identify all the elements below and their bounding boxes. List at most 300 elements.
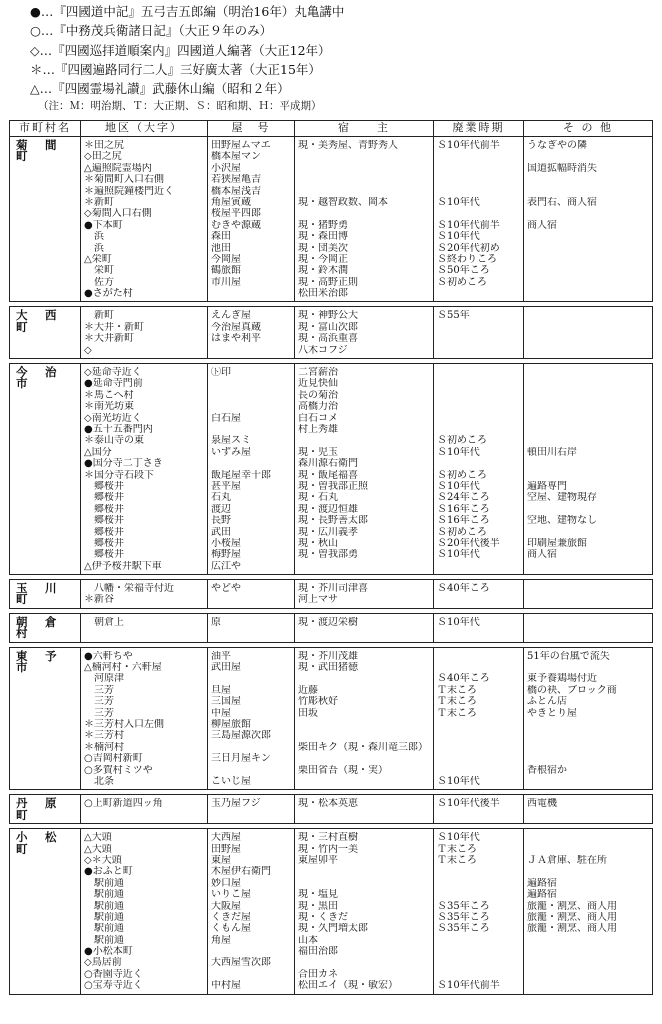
- inn-table: [9, 120, 653, 995]
- inn-name-cell: 田野屋ムマエ: [211, 140, 271, 151]
- closing-period-cell: Ｔ末ころ: [437, 684, 477, 696]
- innkeeper-column: [295, 364, 434, 575]
- header-inn-name: 屋 号: [208, 121, 295, 137]
- closing-period-cell: Ｓ10年代: [437, 549, 480, 561]
- other-cell: [527, 504, 650, 515]
- other-cell: [527, 719, 650, 730]
- closing-period-cell: [437, 957, 521, 968]
- innkeeper-cell: [298, 866, 431, 877]
- other-cell: [527, 277, 650, 288]
- inn-name-cell: [211, 401, 292, 412]
- innkeeper-cell: [298, 878, 431, 889]
- innkeeper-cell: 松田米治郎: [298, 288, 348, 300]
- innkeeper-cell: 森川源右衛門: [298, 458, 358, 470]
- other-cell: 国道拡幅時消失: [527, 162, 597, 174]
- closing-period-cell: [437, 322, 521, 333]
- other-cell: [527, 946, 650, 957]
- district-cell: 駅前通: [84, 900, 124, 912]
- innkeeper-column: [295, 613, 434, 642]
- district-cell: 三芳: [84, 684, 114, 696]
- other-cell: [527, 265, 650, 276]
- inn-name-cell: 木屋伊右衛門: [211, 866, 271, 878]
- closing-period-cell: Ｔ末ころ: [437, 707, 477, 719]
- other-cell: [527, 980, 650, 991]
- inn-name-cell: 妙口屋: [211, 877, 241, 889]
- closing-period-cell: Ｓ10年代: [437, 231, 480, 243]
- closing-period-cell: [437, 742, 521, 753]
- district-cell: △遍照院霊場内: [84, 162, 152, 174]
- district-cell: ○吉岡村新町: [84, 753, 143, 765]
- other-cell: [527, 435, 650, 446]
- innkeeper-cell: 現・芥川司津喜: [298, 583, 368, 595]
- inn-name-cell: 東屋: [211, 854, 231, 866]
- closing-period-cell: [437, 151, 521, 162]
- closing-period-cell: Ｓ初めころ: [437, 526, 487, 538]
- other-cell: [527, 310, 650, 321]
- innkeeper-cell: 合田カネ: [298, 968, 338, 980]
- district-cell: ＊菊間町入口右側: [84, 174, 164, 186]
- closing-period-cell: [437, 413, 521, 424]
- innkeeper-cell: 現・久門増太郎: [298, 923, 368, 935]
- other-cell: 印刷屋兼旅館: [527, 537, 587, 549]
- innkeeper-cell: 竹彫秋好: [298, 696, 338, 708]
- innkeeper-cell: 現・越智政数、岡本: [298, 196, 388, 208]
- other-cell: [527, 470, 650, 481]
- inn-name-cell: 泉屋スミ: [211, 435, 251, 447]
- innkeeper-cell: 現・森田博: [298, 231, 348, 243]
- other-cell: 商人宿: [527, 549, 557, 561]
- inn-name-cell: むきや源蔵: [211, 219, 261, 231]
- inn-name-cell: 甚平屋: [211, 480, 241, 492]
- closing-period-cell: [437, 208, 521, 219]
- other-cell: 空屋、建物現存: [527, 492, 597, 504]
- inn-name-cell: 小桜屋: [211, 537, 241, 549]
- closing-period-cell: [437, 390, 521, 401]
- inn-name-cell: いりこ屋: [211, 889, 251, 901]
- other-cell: [527, 583, 650, 594]
- other-column: [524, 137, 653, 302]
- other-cell: [527, 527, 650, 538]
- closing-period-cell: Ｓ50年ころ: [437, 265, 490, 277]
- inn-name-cell: [211, 594, 292, 605]
- inn-name-cell: はまや利平: [211, 333, 261, 345]
- inn-name-cell: 武田屋: [211, 662, 241, 674]
- closing-period-cell: Ｓ35年ころ: [437, 911, 490, 923]
- inn-name-cell: 石丸: [211, 492, 231, 504]
- inn-name-cell: 池田: [211, 242, 231, 254]
- innkeeper-cell: 村上秀雄: [298, 423, 338, 435]
- innkeeper-cell: 現・美秀屋、青野秀人: [298, 140, 398, 151]
- district-cell: ●五十五番門内: [84, 423, 153, 435]
- innkeeper-cell: 現・猪野勇: [298, 219, 348, 231]
- district-cell: ＊大井新町: [84, 333, 134, 345]
- innkeeper-column: [295, 647, 434, 790]
- municipality-group: [10, 307, 653, 359]
- district-cell: 浜: [84, 231, 104, 243]
- closing-period-column: [434, 795, 524, 824]
- inn-name-cell: [211, 390, 292, 401]
- inn-name-cell: 大阪屋: [211, 900, 241, 912]
- innkeeper-cell: 河上マサ: [298, 594, 338, 606]
- inn-name-cell: 武田: [211, 526, 231, 538]
- other-cell: [527, 151, 650, 162]
- inn-name-cell: 森田: [211, 231, 231, 243]
- district-cell: △栄町: [84, 253, 112, 265]
- closing-period-cell: [437, 345, 521, 356]
- district-cell: 郷桜井: [84, 492, 124, 504]
- closing-period-cell: [437, 424, 521, 435]
- other-cell: 空地、建物なし: [527, 515, 597, 527]
- other-cell: [527, 231, 650, 242]
- district-cell: ＊三芳村: [84, 730, 124, 742]
- header-district: 地区（大字）: [81, 121, 208, 137]
- closing-period-cell: [437, 401, 521, 412]
- innkeeper-cell: 近藤: [298, 684, 318, 696]
- other-cell: [527, 730, 650, 741]
- closing-period-cell: Ｓ10年代: [437, 480, 480, 492]
- inn-name-cell: 中村屋: [211, 980, 241, 992]
- other-column: [524, 795, 653, 824]
- district-cell: ●下本町: [84, 219, 123, 231]
- district-cell: 浜: [84, 242, 104, 254]
- district-cell: 郷桜井: [84, 503, 124, 515]
- other-cell: 51年の台風で流失: [527, 650, 610, 662]
- innkeeper-cell: [298, 435, 431, 446]
- inn-name-cell: いずみ屋: [211, 446, 251, 458]
- inn-name-cell: 田野屋: [211, 843, 241, 855]
- other-cell: [527, 753, 650, 764]
- other-cell: [527, 367, 650, 378]
- other-cell: [527, 662, 650, 673]
- other-cell: [527, 957, 650, 968]
- other-cell: 東予養鶏場付近: [527, 673, 597, 685]
- municipality-name: 小 松 町: [10, 829, 81, 994]
- district-cell: ●おふと町: [84, 866, 133, 878]
- closing-period-cell: [437, 662, 521, 673]
- legend-line: ○…『中務茂兵衛諸日記』（大正９年のみ）: [30, 23, 273, 39]
- header-other: そ の 他: [524, 121, 653, 137]
- inn-name-cell: [211, 378, 292, 389]
- closing-period-cell: [437, 163, 521, 174]
- closing-period-cell: [437, 969, 521, 980]
- district-cell: 八幡・栄福寺付近: [84, 583, 174, 595]
- inn-name-column: [208, 829, 295, 994]
- closing-period-column: [434, 580, 524, 609]
- innkeeper-cell: 現・神野公大: [298, 310, 358, 322]
- inn-name-cell: くもん屋: [211, 923, 251, 935]
- other-cell: ふとん店: [527, 696, 567, 708]
- district-cell: 郷桜井: [84, 537, 124, 549]
- innkeeper-cell: 二宮薪治: [298, 367, 338, 379]
- other-cell: ＪＡ倉庫、駐在所: [527, 854, 607, 866]
- closing-period-cell: Ｓ40年ころ: [437, 583, 490, 595]
- header-closing-period: 廃業時期: [434, 121, 524, 137]
- other-cell: [527, 742, 650, 753]
- inn-name-cell: [211, 424, 292, 435]
- closing-period-cell: [437, 288, 521, 299]
- other-cell: [527, 776, 650, 787]
- other-cell: [527, 378, 650, 389]
- innkeeper-cell: 現・長野善太郎: [298, 515, 368, 527]
- inn-name-cell: 若狭屋亀吉: [211, 174, 261, 186]
- district-cell: ＊遍照院鐘楼門近く: [84, 185, 174, 197]
- closing-period-cell: [437, 333, 521, 344]
- municipality-group: [10, 647, 653, 790]
- district-column: [81, 580, 208, 609]
- closing-period-cell: [437, 651, 521, 662]
- district-cell: ●小松本町: [84, 946, 133, 958]
- other-cell: 橋の袂、ブロック商: [527, 684, 617, 696]
- innkeeper-cell: 現・富山次郎: [298, 321, 358, 333]
- inn-name-cell: えんぎ屋: [211, 310, 251, 322]
- municipality-group: [10, 580, 653, 609]
- inn-name-cell: [211, 288, 292, 299]
- closing-period-cell: [437, 561, 521, 572]
- innkeeper-cell: [298, 719, 431, 730]
- closing-period-cell: Ｔ末ころ: [437, 854, 477, 866]
- closing-period-cell: Ｓ10年代: [437, 446, 480, 458]
- inn-name-cell: [211, 458, 292, 469]
- district-cell: ●さがた村: [84, 288, 133, 300]
- inn-name-cell: 大西屋雪次郎: [211, 957, 271, 969]
- other-cell: [527, 390, 650, 401]
- header-innkeeper: 宿 主: [295, 121, 434, 137]
- inn-name-cell: 原: [211, 616, 221, 628]
- legend-line: ●…『四國道中記』五弓吉五郎編（明治16年）丸亀講中: [30, 4, 345, 19]
- closing-period-cell: Ｓ35年ころ: [437, 923, 490, 935]
- district-column: [81, 307, 208, 359]
- innkeeper-cell: 現・団美次: [298, 242, 348, 254]
- other-column: [524, 307, 653, 359]
- innkeeper-cell: [298, 753, 431, 764]
- district-cell: ◇＊大頭: [84, 854, 122, 866]
- innkeeper-cell: 高橋力治: [298, 401, 338, 413]
- closing-period-column: [434, 307, 524, 359]
- municipality-name: 大 西 町: [10, 307, 81, 359]
- innkeeper-column: [295, 829, 434, 994]
- other-cell: 遍路宿: [527, 889, 557, 901]
- innkeeper-cell: 現・高浜重喜: [298, 333, 358, 345]
- district-cell: ◇田之尻: [84, 151, 122, 163]
- district-cell: 三芳: [84, 696, 114, 708]
- other-cell: [527, 345, 650, 356]
- closing-period-cell: Ｓ35年ころ: [437, 900, 490, 912]
- closing-period-cell: [437, 765, 521, 776]
- municipality-name: 朝 倉 村: [10, 613, 81, 642]
- district-cell: ＊新谷: [84, 594, 114, 606]
- municipality-name: 今 治 市: [10, 364, 81, 575]
- other-cell: [527, 594, 650, 605]
- other-cell: [527, 424, 650, 435]
- innkeeper-cell: [298, 174, 431, 185]
- other-cell: [527, 243, 650, 254]
- other-cell: 遍路宿: [527, 877, 557, 889]
- innkeeper-cell: 現・松本英恵: [298, 798, 358, 810]
- municipality-name: 玉 川 町: [10, 580, 81, 609]
- district-cell: ＊三芳村入口左側: [84, 719, 164, 731]
- inn-name-cell: 広江や: [211, 560, 241, 572]
- innkeeper-cell: 現・秋山: [298, 537, 338, 549]
- innkeeper-cell: 東屋卯平: [298, 854, 338, 866]
- innkeeper-column: [295, 795, 434, 824]
- other-column: [524, 829, 653, 994]
- closing-period-cell: [437, 753, 521, 764]
- innkeeper-cell: 現・渡辺栄樹: [298, 616, 358, 628]
- district-column: [81, 829, 208, 994]
- inn-name-column: [208, 795, 295, 824]
- other-cell: 西電機: [527, 798, 557, 810]
- district-cell: 朝倉上: [84, 616, 124, 628]
- innkeeper-cell: [298, 186, 431, 197]
- district-cell: △大頭: [84, 832, 112, 844]
- district-cell: 郷桜井: [84, 515, 124, 527]
- innkeeper-cell: [298, 730, 431, 741]
- legend: [30, 2, 650, 114]
- closing-period-cell: [437, 367, 521, 378]
- innkeeper-column: [295, 580, 434, 609]
- innkeeper-cell: 現・高野正則: [298, 276, 358, 288]
- other-cell: [527, 969, 650, 980]
- inn-name-cell: 三日月屋キン: [211, 753, 271, 765]
- innkeeper-cell: 福田治郎: [298, 946, 338, 958]
- closing-period-cell: [437, 878, 521, 889]
- inn-name-cell: [211, 946, 292, 957]
- other-cell: [527, 401, 650, 412]
- district-cell: 郷桜井: [84, 526, 124, 538]
- inn-name-column: [208, 307, 295, 359]
- closing-period-cell: Ｓ10年代前半: [437, 140, 500, 151]
- inn-name-cell: 小沢屋: [211, 162, 241, 174]
- innkeeper-cell: 現・竹内一美: [298, 843, 358, 855]
- district-cell: ●六軒ちや: [84, 650, 133, 662]
- innkeeper-cell: [298, 163, 431, 174]
- municipality-name: 丹 原 町: [10, 795, 81, 824]
- municipality-group: [10, 613, 653, 642]
- inn-name-column: [208, 137, 295, 302]
- other-cell: 旅籠・割烹、商人用: [527, 923, 617, 935]
- closing-period-cell: Ｓ10年代: [437, 196, 480, 208]
- district-cell: ＊楠河村: [84, 741, 124, 753]
- inn-name-cell: 油平: [211, 650, 231, 662]
- innkeeper-cell: [298, 208, 431, 219]
- closing-period-cell: [437, 866, 521, 877]
- other-cell: [527, 333, 650, 344]
- closing-period-cell: Ｔ末ころ: [437, 843, 477, 855]
- district-cell: 駅前通: [84, 889, 124, 901]
- inn-name-cell: 角屋: [211, 934, 231, 946]
- district-cell: ＊泰山寺の東: [84, 435, 144, 447]
- other-cell: [527, 844, 650, 855]
- inn-name-cell: [211, 742, 292, 753]
- district-cell: ●延命寺門前: [84, 378, 143, 390]
- closing-period-cell: [437, 458, 521, 469]
- closing-period-cell: Ｓ10年代前半: [437, 980, 500, 992]
- other-cell: うなぎやの隣: [527, 140, 587, 151]
- other-cell: 旅籠・割烹、商人用: [527, 900, 617, 912]
- inn-name-cell: 橋本屋マン: [211, 151, 261, 163]
- district-column: [81, 613, 208, 642]
- district-cell: ○宝寿寺近く: [84, 980, 143, 992]
- closing-period-cell: Ｓ16年ころ: [437, 515, 490, 527]
- district-cell: 河原津: [84, 673, 124, 685]
- inn-name-cell: [211, 345, 292, 356]
- district-cell: ●国分寺二丁さき: [84, 458, 163, 470]
- other-cell: [527, 186, 650, 197]
- closing-period-cell: [437, 174, 521, 185]
- other-cell: [527, 866, 650, 877]
- inn-name-cell: やどや: [211, 583, 241, 595]
- municipality-group: [10, 795, 653, 824]
- inn-name-cell: [211, 765, 292, 776]
- district-cell: ＊新町: [84, 196, 114, 208]
- innkeeper-cell: 白石コメ: [298, 412, 338, 424]
- inn-name-cell: くきだ屋: [211, 911, 251, 923]
- innkeeper-cell: 近見快仙: [298, 378, 338, 390]
- closing-period-cell: [437, 378, 521, 389]
- inn-name-cell: 市川屋: [211, 276, 241, 288]
- other-cell: [527, 322, 650, 333]
- innkeeper-cell: 栗田省吾（現・実）: [298, 764, 388, 776]
- inn-name-cell: 角屋寅蔵: [211, 196, 251, 208]
- innkeeper-cell: 現・今岡正: [298, 253, 348, 265]
- closing-period-column: [434, 647, 524, 790]
- inn-name-cell: ㋣印: [211, 367, 231, 379]
- innkeeper-cell: 松田エイ（現・敏宏）: [298, 980, 398, 992]
- inn-name-cell: 柳屋旅館: [211, 719, 251, 731]
- inn-name-cell: こいじ屋: [211, 775, 251, 787]
- closing-period-cell: Ｓ10年代後半: [437, 798, 500, 810]
- district-cell: ◇延命寺近く: [84, 367, 142, 379]
- innkeeper-cell: 現・くきだ: [298, 911, 348, 923]
- district-cell: ＊大井・新町: [84, 321, 144, 333]
- municipality-name: 東 予 市: [10, 647, 81, 790]
- closing-period-cell: Ｓ55年: [437, 310, 470, 322]
- other-column: [524, 613, 653, 642]
- district-column: [81, 647, 208, 790]
- district-column: [81, 137, 208, 302]
- innkeeper-cell: 現・曽我部勇: [298, 549, 358, 561]
- inn-name-cell: 玉乃屋フジ: [211, 798, 261, 810]
- other-column: [524, 364, 653, 575]
- other-cell: 旅籠・割烹、商人用: [527, 911, 617, 923]
- other-cell: 遍路専門: [527, 480, 567, 492]
- other-cell: [527, 288, 650, 299]
- district-cell: 三芳: [84, 707, 114, 719]
- district-cell: ＊馬こへ村: [84, 389, 134, 401]
- district-cell: △伊予桜井駅下車: [84, 560, 162, 572]
- other-cell: [527, 174, 650, 185]
- district-cell: 郷桜井: [84, 549, 124, 561]
- closing-period-cell: [437, 186, 521, 197]
- inn-name-cell: 白石屋: [211, 412, 241, 424]
- innkeeper-cell: 山本: [298, 934, 318, 946]
- other-cell: やきとり屋: [527, 707, 577, 719]
- closing-period-column: [434, 829, 524, 994]
- district-cell: 新町: [84, 310, 114, 322]
- district-cell: 駅前通: [84, 877, 124, 889]
- closing-period-cell: [437, 730, 521, 741]
- closing-period-cell: Ｓ初めころ: [437, 276, 487, 288]
- other-cell: [527, 208, 650, 219]
- innkeeper-cell: 長の菊治: [298, 389, 338, 401]
- other-cell: 香根宿か: [527, 764, 567, 776]
- closing-period-cell: Ｓ16年ころ: [437, 503, 490, 515]
- inn-name-cell: 橋本屋浅吉: [211, 185, 261, 197]
- district-cell: ＊田之尻: [84, 140, 124, 151]
- closing-period-cell: Ｓ10年代: [437, 616, 480, 628]
- closing-period-cell: [437, 719, 521, 730]
- district-cell: 駅前通: [84, 923, 124, 935]
